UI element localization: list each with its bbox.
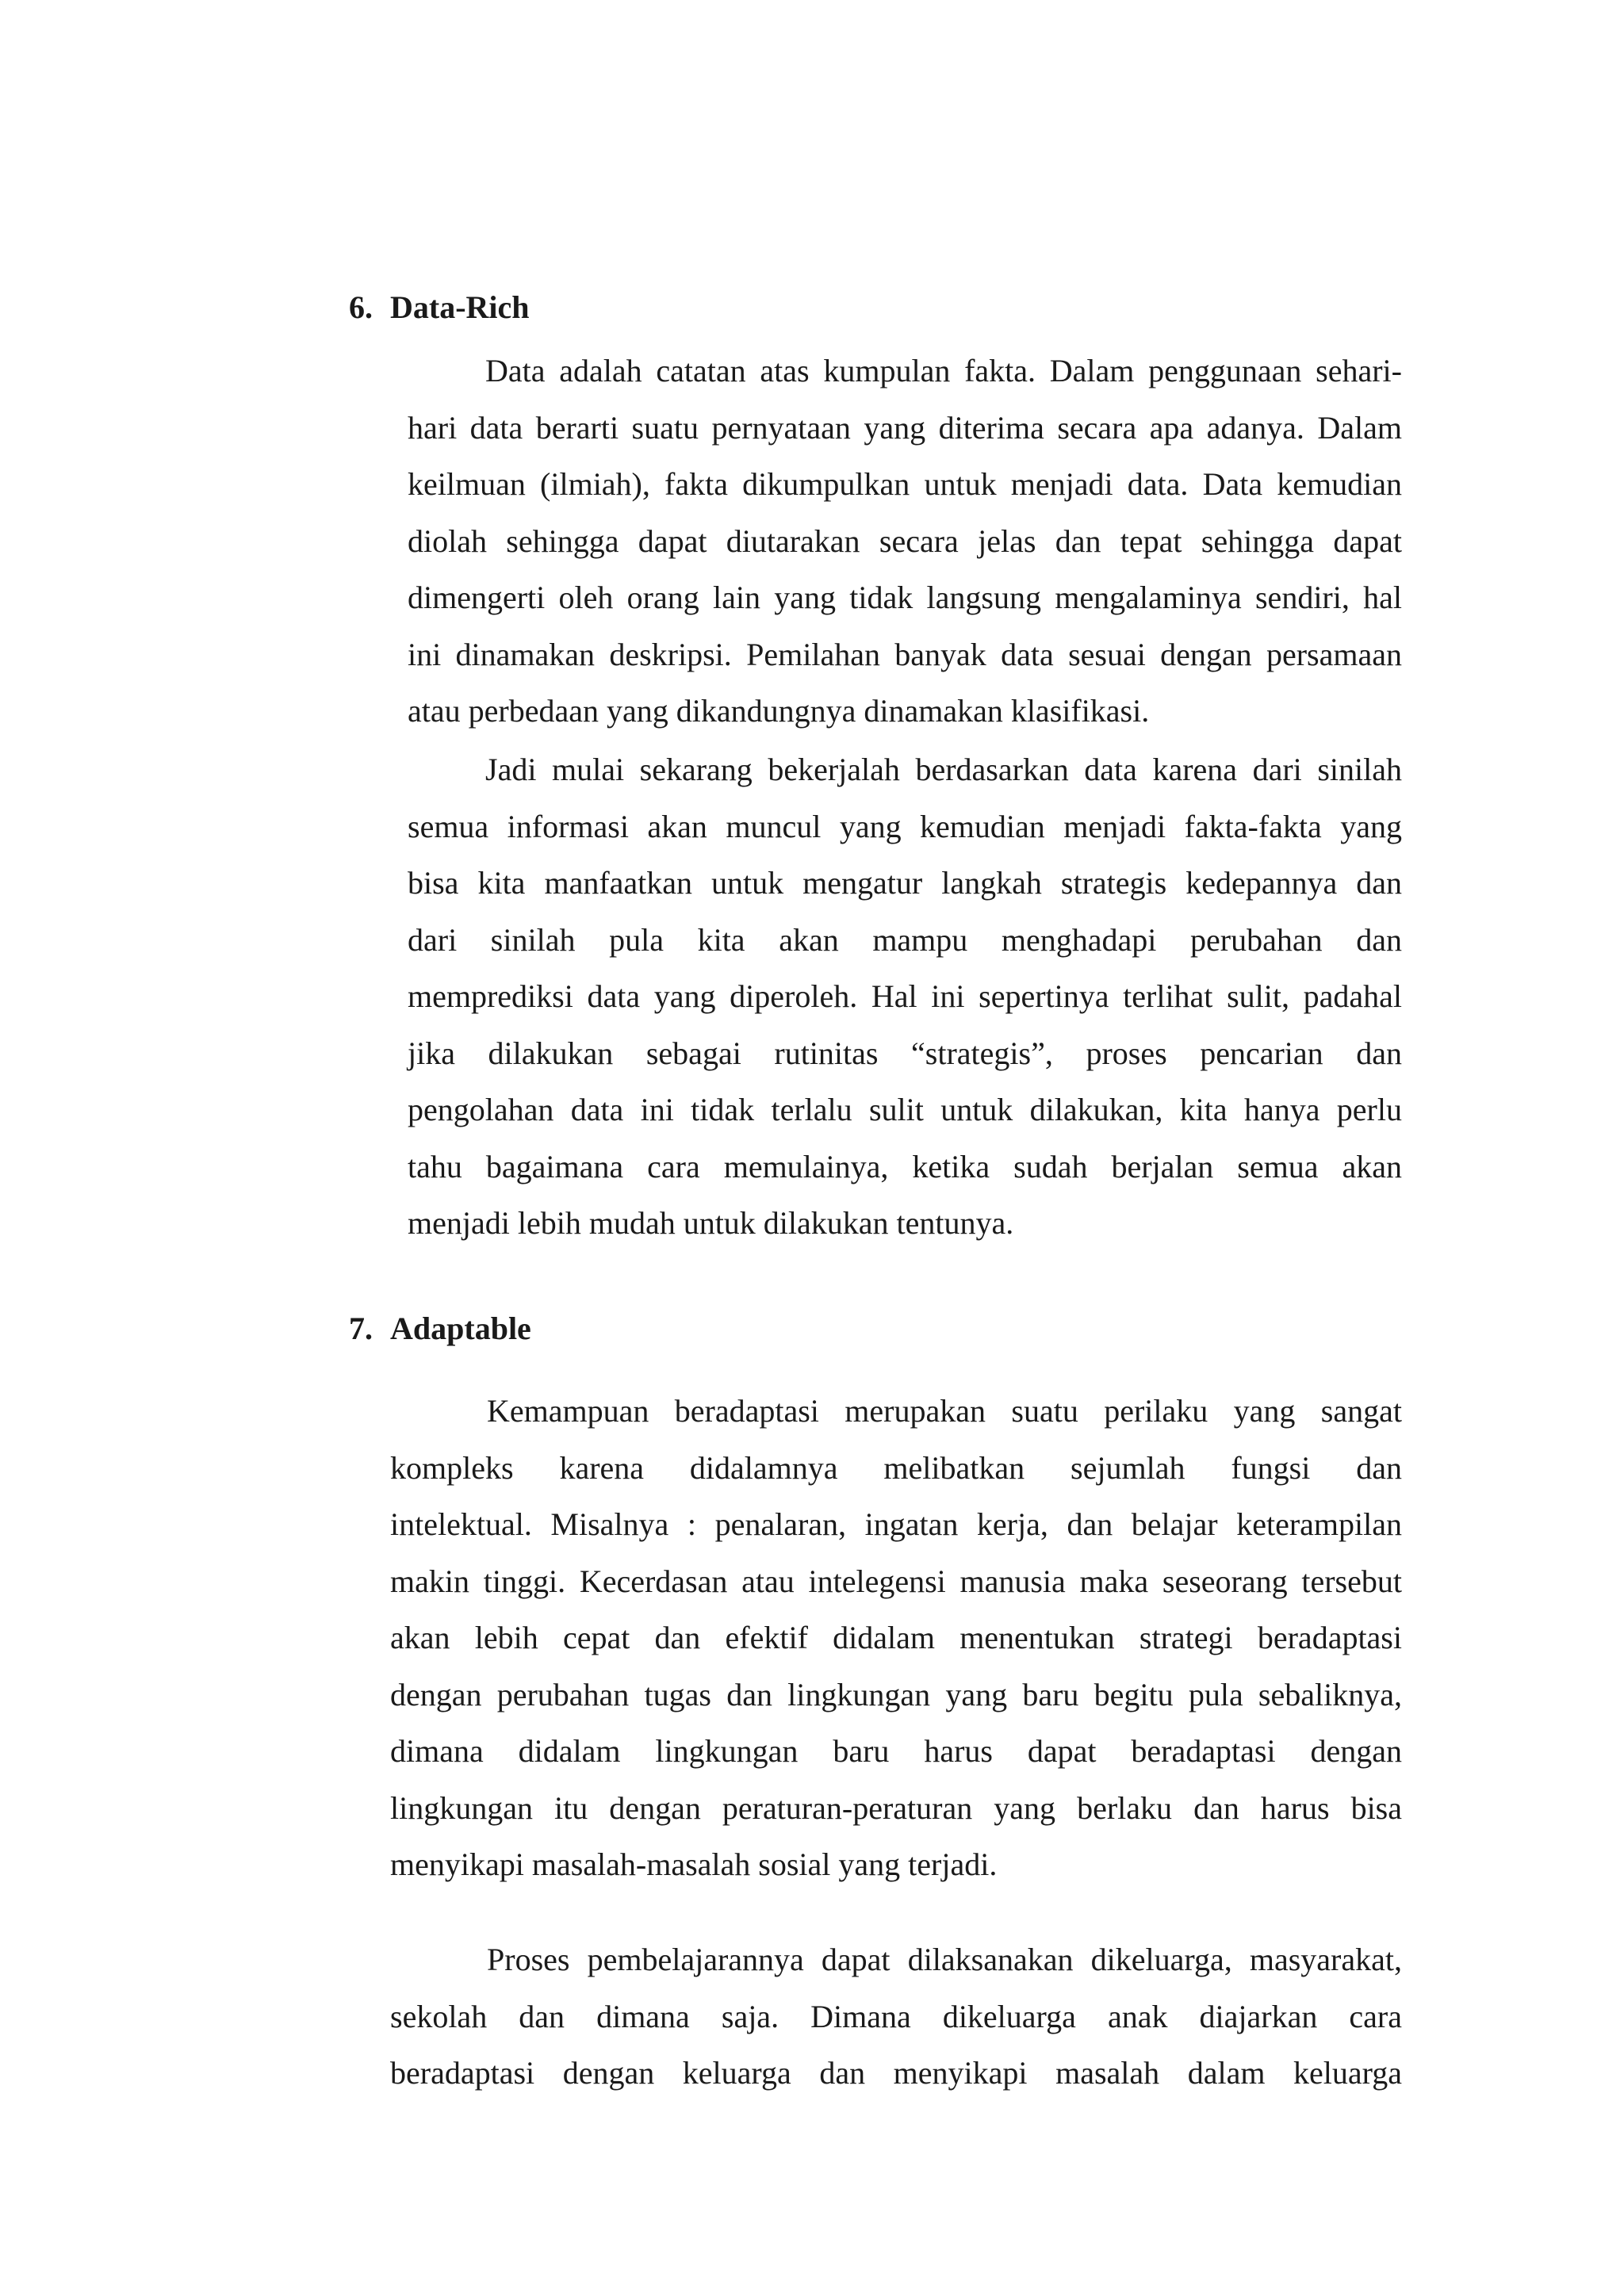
paragraph-line: dimengerti oleh orang lain yang tidak langsung mengalaminya sendiri, hal [408, 580, 1402, 615]
paragraph-line: Data adalah catatan atas kumpulan fakta. Dalam penggunaan sehari- [485, 353, 1402, 388]
section-6-title: Data-Rich [390, 289, 530, 325]
paragraph-line: intelektual. Misalnya : penalaran, ingatan kerja, dan belajar keterampilan [390, 1506, 1402, 1542]
paragraph-line: Jadi mulai sekarang bekerjalah berdasarkan data karena dari sinilah [485, 752, 1402, 787]
paragraph-line: semua informasi akan muncul yang kemudian menjadi fakta-fakta yang [408, 808, 1402, 844]
paragraph-line: kompleks karena didalamnya melibatkan sejumlah fungsi dan [390, 1449, 1402, 1486]
paragraph-line: akan lebih cepat dan efektif didalam menentukan strategi beradaptasi [390, 1620, 1402, 1655]
section-7-heading [349, 1310, 531, 1348]
section-7-title: Adaptable [390, 1311, 531, 1346]
paragraph-line: pengolahan data ini tidak terlalu sulit untuk dilakukan, kita hanya perlu [408, 1092, 1402, 1127]
section-6-paragraph-2 [408, 741, 1402, 1252]
paragraph-line: tahu bagaimana cara memulainya, ketika sudah berjalan semua akan [408, 1148, 1402, 1184]
paragraph-line: diolah sehingga dapat diutarakan secara jelas dan tepat sehingga dapat [408, 522, 1402, 559]
paragraph-line: dari sinilah pula kita akan mampu menghadapi perubahan dan [408, 921, 1402, 958]
section-6-paragraph-1 [408, 342, 1402, 740]
paragraph-line: dengan perubahan tugas dan lingkungan yang baru begitu pula sebaliknya, [390, 1676, 1402, 1712]
paragraph-line: Proses pembelajarannya dapat dilaksanakan dikeluarga, masyarakat, [487, 1942, 1402, 1977]
paragraph-line: menjadi lebih mudah untuk dilakukan tentunya. [408, 1205, 1014, 1241]
section-7-paragraph-1 [390, 1383, 1402, 1893]
paragraph-line: menyikapi masalah-masalah sosial yang terjadi. [390, 1846, 998, 1882]
paragraph-line: atau perbedaan yang dikandungnya dinamakan klasifikasi. [408, 693, 1150, 729]
section-6-number: 6. [349, 289, 373, 325]
section-7-paragraph-2 [390, 1931, 1402, 2102]
paragraph-line: sekolah dan dimana saja. Dimana dikeluarga anak diajarkan cara [390, 1998, 1402, 2034]
paragraph-line: beradaptasi dengan keluarga dan menyikapi masalah dalam keluarga [390, 2055, 1402, 2091]
paragraph-line: hari data berarti suatu pernyataan yang diterima secara apa adanya. Dalam [408, 409, 1402, 446]
paragraph-line: Kemampuan beradaptasi merupakan suatu perilaku yang sangat [487, 1393, 1402, 1429]
section-7-number: 7. [349, 1311, 373, 1346]
paragraph-line: jika dilakukan sebagai rutinitas “strategis”, proses pencarian dan [408, 1035, 1402, 1071]
paragraph-line: makin tinggi. Kecerdasan atau intelegensi manusia maka seseorang tersebut [390, 1563, 1402, 1599]
paragraph-line: ini dinamakan deskripsi. Pemilahan banyak data sesuai dengan persamaan [408, 636, 1402, 672]
section-6-heading [349, 289, 530, 327]
paragraph-line: lingkungan itu dengan peraturan-peraturan yang berlaku dan harus bisa [390, 1789, 1402, 1826]
paragraph-line: memprediksi data yang diperoleh. Hal ini sepertinya terlihat sulit, padahal [408, 978, 1402, 1014]
paragraph-line: dimana didalam lingkungan baru harus dapat beradaptasi dengan [390, 1733, 1402, 1769]
paragraph-line: keilmuan (ilmiah), fakta dikumpulkan untuk menjadi data. Data kemudian [408, 466, 1402, 502]
paragraph-line: bisa kita manfaatkan untuk mengatur langkah strategis kedepannya dan [408, 865, 1402, 901]
